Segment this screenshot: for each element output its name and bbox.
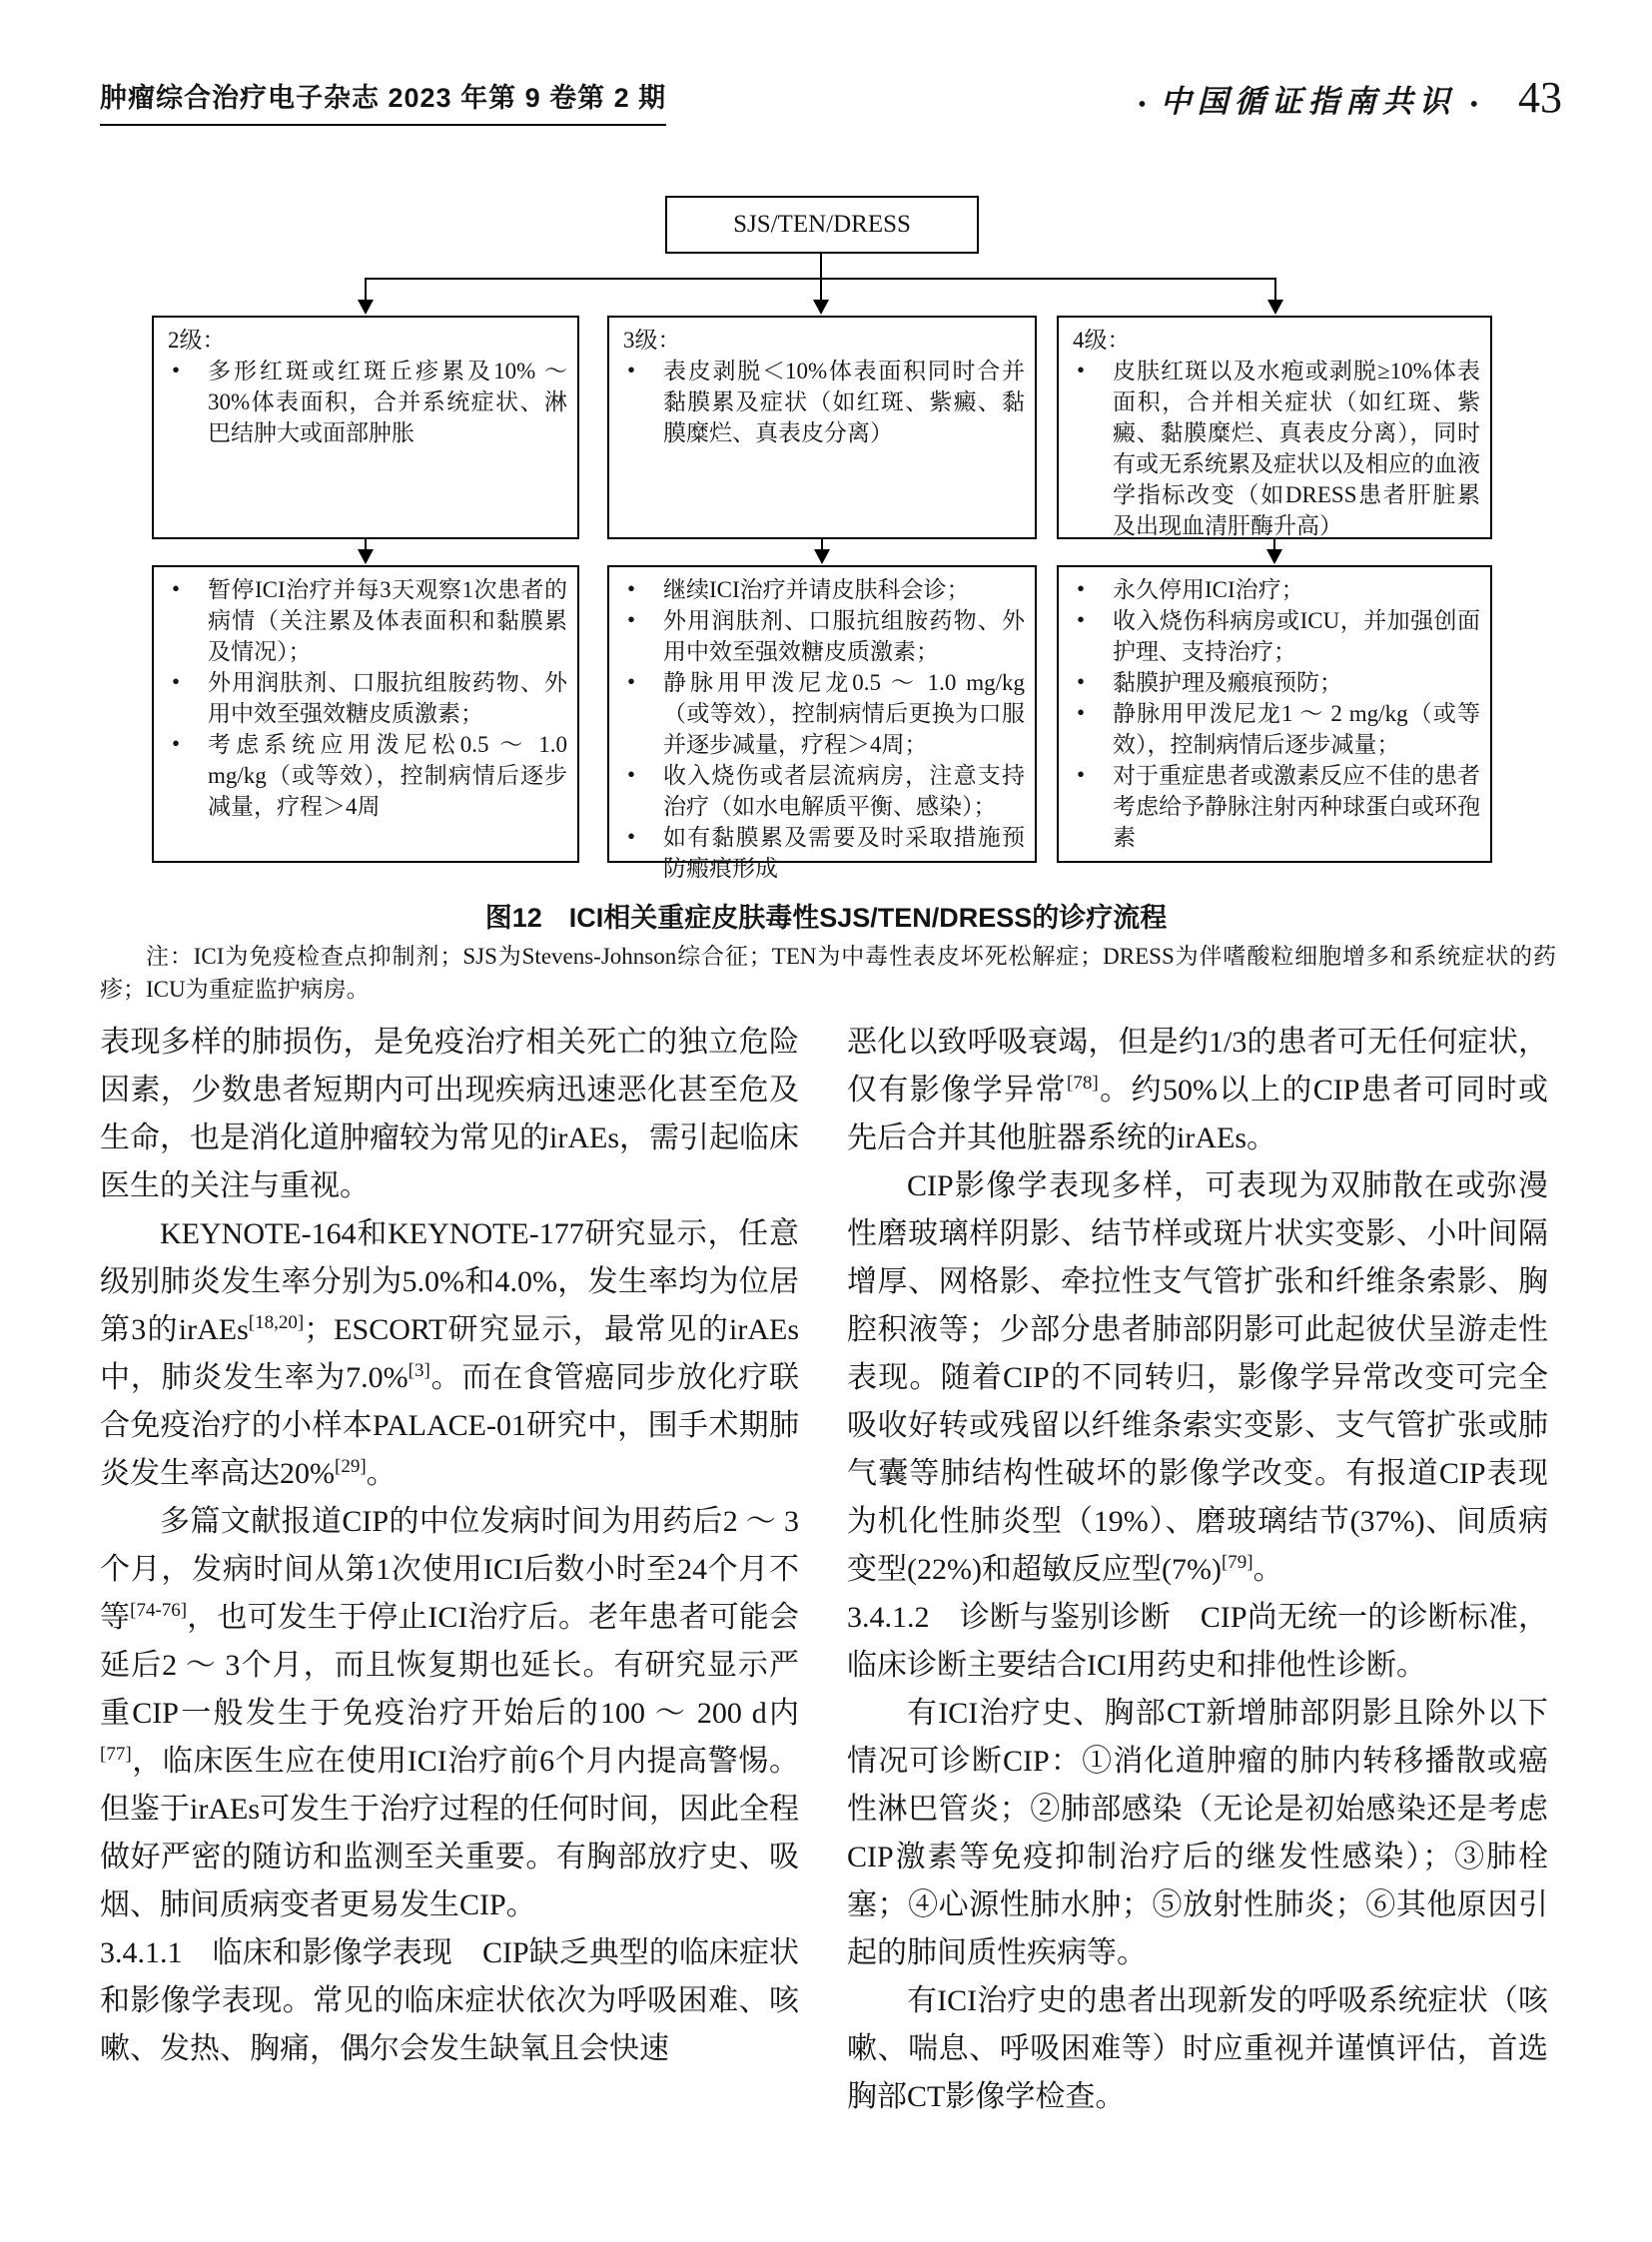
body-left-column [100,1019,799,2073]
list-item [1067,760,1480,853]
list-item-text: 静脉用甲泼尼龙0.5 ～ 1.0 mg/kg（或等效），控制病情后更换为口服并逐步减量，疗程＞4周； [663,670,1025,757]
text-run: ；ESCORT研究显示，最常见的irAEs中，肺炎发生率为7.0% [100,1313,799,1394]
grade-box-list [1067,356,1480,541]
list-item [617,356,1025,448]
grade-box [607,316,1037,539]
treatment-box [607,565,1037,881]
text-run: 有ICI治疗史的患者出现新发的呼吸系统症状（咳嗽、喘息、呼吸困难等）时应重视并谨慎评估，首选胸部CT影像学检查。 [847,1984,1548,2113]
list-item [617,605,1025,667]
citation-ref: [77] [100,1744,132,1765]
grade-box-list [617,356,1025,448]
bullet-icon: • [1469,92,1478,118]
arrow-down-icon [358,549,374,564]
list-item [162,729,567,822]
flowchart-root-box: SJS/TEN/DRESS [665,196,979,254]
grade-box-title: 2级： [168,328,226,353]
bullet-icon: • [627,762,636,787]
list-item-text: 收入烧伤科病房或ICU，并加强创面护理、支持治疗； [1113,608,1480,664]
paragraph [847,1594,1548,1690]
list-item [617,760,1025,822]
figure-caption: 图12 ICI相关重症皮肤毒性SJS/TEN/DRESS的诊疗流程 [484,903,1168,933]
figure-note: 注：ICI为免疫检查点抑制剂；SJS为Stevens-Johnson综合征；TEN为中毒性表皮坏死松解症；DRESS为伴嗜酸粒细胞增多和系统症状的药疹；ICU为重症监护病房。 [100,944,1556,1002]
bullet-icon: • [627,607,636,632]
bullet-icon: • [1077,607,1086,632]
bullet-icon: • [172,576,181,601]
arrow-down-icon [813,300,829,315]
bullet-icon: • [1077,358,1086,382]
connector-line [365,278,367,302]
text-run: KEYNOTE-164和KEYNOTE-177研究显示，任意级别肺炎发生率分别为5.0%和4.0%，发生率均为位居第3的irAEs [100,1217,799,1346]
list-item [1067,605,1480,667]
treatment-box-list [162,574,567,822]
paragraph [847,1019,1548,1162]
list-item [617,574,1025,605]
list-item-text: 永久停用ICI治疗； [1113,577,1304,602]
bullet-icon: • [1077,700,1086,725]
list-item-text: 多形红斑或红斑丘疹累及10% ～ 30%体表面积，合并系统症状、淋巴结肿大或面部肿胀 [208,359,567,445]
bullet-icon: • [172,669,181,694]
list-item [1067,356,1480,541]
page-header-right [1124,72,1562,123]
paragraph [100,1019,799,1210]
bullet-icon: • [627,576,636,601]
paragraph [100,1210,799,1498]
arrow-down-icon [1267,300,1283,315]
bullet-icon: • [627,358,636,382]
treatment-box-list [617,574,1025,884]
list-item [162,356,567,448]
bullet-icon: • [1138,92,1147,118]
text-run: 恶化以致呼吸衰竭，但是约1/3的患者可无任何症状，仅有影像学异常 [847,1026,1548,1107]
journal-title: 肿瘤综合治疗电子杂志 2023 年第 9 卷第 2 期 [100,76,666,126]
list-item [1067,698,1480,760]
paragraph [847,1162,1548,1594]
grade-box-list [162,356,567,448]
text-run: 。 [366,1457,397,1490]
citation-ref: [78] [1067,1073,1099,1094]
text-run: 3.4.1.1 临床和影像学表现 CIP缺乏典型的临床症状和影像学表现。常见的临床症状依次为呼吸困难、咳嗽、发热、胸痛，偶尔会发生缺氧且会快速 [100,1936,799,2065]
section-label: 中国循证指南共识 [1160,84,1456,119]
text-run: CIP影像学表现多样，可表现为双肺散在或弥漫性磨玻璃样阴影、结节样或斑片状实变影、小叶间隔增厚、网格影、牵拉性支气管扩张和纤维条索影、胸腔积液等；少部分患者肺部阴影可此起彼伏呈游走性表现。随着CIP的不同转归，影像学异常改变可完全吸收好转或残留以纤维条索实变影、支气管扩张或肺气囊等肺结构性破坏的影像学改变。有报道CIP表现为机化性肺炎型（19%）、磨玻璃结节(37%)、间质病变型(22%)和超敏反应型(7%) [847,1169,1548,1586]
grade-box-title: 4级： [1073,328,1131,353]
text-run: 。约50%以上的CIP患者可同时或先后合并其他脏器系统的irAEs。 [847,1074,1548,1154]
list-item-text: 静脉用甲泼尼龙1 ～ 2 mg/kg（或等效），控制病情后逐步减量； [1113,701,1480,757]
text-run: 有ICI治疗史、胸部CT新增肺部阴影且除外以下情况可诊断CIP：①消化道肿瘤的肺内转移播散或癌性淋巴管炎；②肺部感染（无论是初始感染还是考虑CIP激素等免疫抑制治疗后的继发性感染）；③肺栓塞；④心源性肺水肿；⑤放射性肺炎；⑥其他原因引起的肺间质性疾病等。 [847,1697,1548,1969]
list-item-text: 继续ICI治疗并请皮肤科会诊； [663,577,970,602]
page-number: 43 [1518,73,1562,122]
citation-ref: [3] [408,1360,430,1381]
arrow-down-icon [1266,549,1282,564]
citation-ref: [74-76] [130,1600,188,1621]
text-run: 多篇文献报道CIP的中位发病时间为用药后2 ～ 3个月，发病时间从第1次使用ICI后数小时至24个月不等 [100,1505,799,1634]
text-run: 。而在食管癌同步放化疗联合免疫治疗的小样本PALACE-01研究中，围手术期肺炎发生率高达20% [100,1361,800,1490]
paragraph [100,1929,799,2073]
bullet-icon: • [627,824,636,849]
list-item-text: 对于重症患者或激素反应不佳的患者考虑给予静脉注射丙种球蛋白或环孢素 [1113,763,1480,850]
treatment-box [152,565,579,863]
grade-box-title: 3级： [623,328,681,353]
grade-box [152,316,579,539]
bullet-icon: • [1077,669,1086,694]
citation-ref: [29] [335,1456,367,1477]
paragraph [847,1690,1548,1977]
list-item [1067,574,1480,605]
list-item-text: 皮肤红斑以及水疱或剥脱≥10%体表面积，合并相关症状（如红斑、紫癜、黏膜糜烂、真表皮分离），同时有或无系统累及症状以及相应的血液学指标改变（如DRESS患者肝脏累及出现血清肝酶升高） [1113,359,1480,538]
text-run: ，临床医生应在使用ICI治疗前6个月内提高警惕。但鉴于irAEs可发生于治疗过程的任何时间，因此全程做好严密的随访和监测至关重要。有胸部放疗史、吸烟、肺间质病变者更易发生CIP。 [100,1745,799,1921]
arrow-down-icon [814,549,830,564]
grade-box [1057,316,1492,539]
list-item-text: 表皮剥脱＜10%体表面积同时合并黏膜累及症状（如红斑、紫癜、黏膜糜烂、真表皮分离） [663,359,1025,445]
list-item-text: 黏膜护理及瘢痕预防； [1113,670,1342,695]
list-item-text: 收入烧伤或者层流病房，注意支持治疗（如水电解质平衡、感染）； [663,763,1025,819]
treatment-box [1057,565,1492,863]
bullet-icon: • [172,731,181,756]
list-item-text: 如有黏膜累及需要及时采取措施预防瘢痕形成 [663,825,1025,881]
list-item-text: 考虑系统应用泼尼松0.5 ～ 1.0 mg/kg（或等效），控制病情后逐步减量，疗程＞4周 [208,732,567,819]
connector-line [820,254,822,280]
list-item-text: 外用润肤剂、口服抗组胺药物、外用中效至强效糖皮质激素； [663,608,1025,664]
paragraph [100,1498,799,1929]
treatment-box-list [1067,574,1480,853]
list-item [617,667,1025,760]
connector-line [1274,278,1276,302]
list-item [162,667,567,729]
text-run: 。 [1252,1553,1283,1586]
bullet-icon: • [627,669,636,694]
bullet-icon: • [1077,576,1086,601]
list-item-text: 暂停ICI治疗并每3天观察1次患者的病情（关注累及体表面积和黏膜累及情况）； [208,577,567,664]
list-item [162,574,567,667]
body-right-column [847,1019,1548,2121]
bullet-icon: • [172,358,181,382]
citation-ref: [79] [1221,1552,1253,1573]
list-item-text: 外用润肤剂、口服抗组胺药物、外用中效至强效糖皮质激素； [208,670,567,726]
citation-ref: [18,20] [248,1312,305,1333]
connector-line [820,278,822,302]
text-run: ，也可发生于停止ICI治疗后。老年患者可能会延后2 ～ 3个月，而且恢复期也延长。有研究显示严重CIP一般发生于免疫治疗开始后的100 ～ 200 d内 [100,1601,800,1730]
bullet-icon: • [1077,762,1086,787]
list-item [1067,667,1480,698]
paragraph [847,1977,1548,2121]
list-item [617,822,1025,884]
arrow-down-icon [358,300,374,315]
text-run: 表现多样的肺损伤，是免疫治疗相关死亡的独立危险因素，少数患者短期内可出现疾病迅速恶化甚至危及生命，也是消化道肿瘤较为常见的irAEs，需引起临床医生的关注与重视。 [100,1026,799,1202]
text-run: 3.4.1.2 诊断与鉴别诊断 CIP尚无统一的诊断标准，临床诊断主要结合ICI用药史和排他性诊断。 [847,1601,1548,1682]
